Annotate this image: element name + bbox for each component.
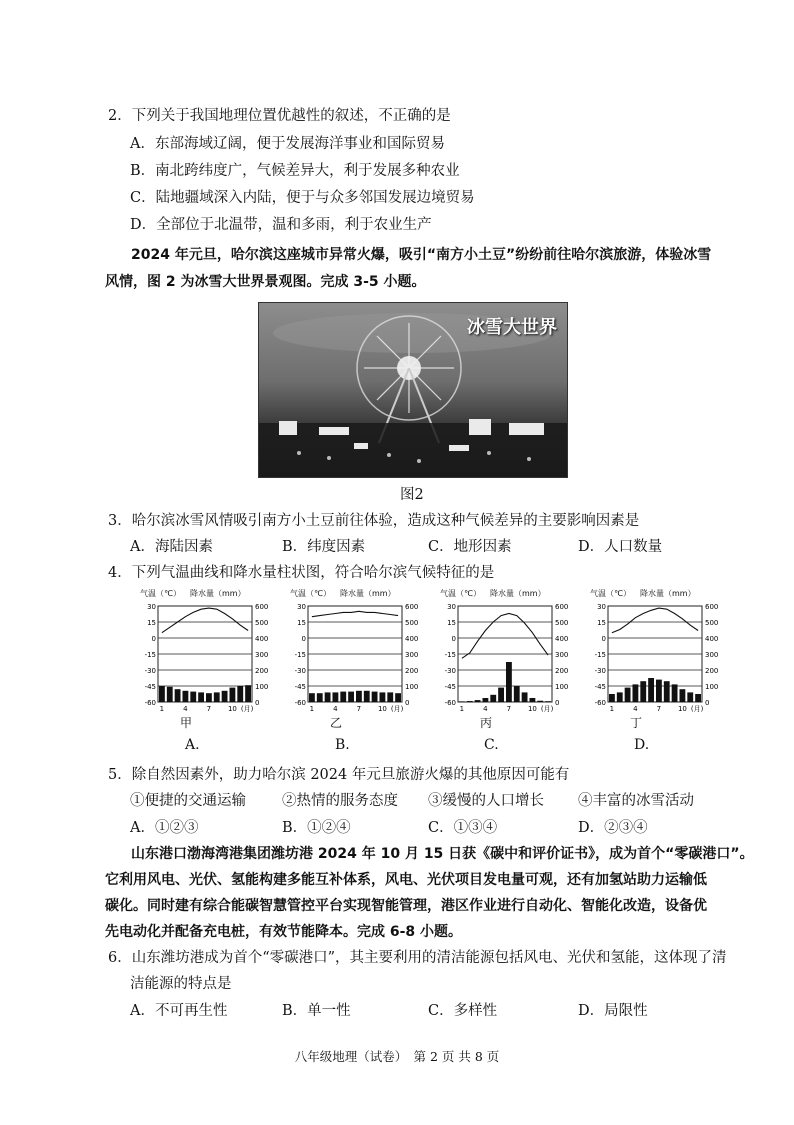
month-tick-label: 7 xyxy=(356,705,362,713)
q6-option-b: B．单一性 xyxy=(282,1003,351,1019)
q4-option-d: D. xyxy=(634,737,650,753)
temp-tick-label: -15 xyxy=(594,651,606,659)
month-tick-label: 1 xyxy=(309,705,315,713)
q5-option-a: A．①②③ xyxy=(130,820,199,836)
precip-tick-label: 0 xyxy=(255,699,260,707)
q2-option-b: B．南北跨纬度广，气候差异大，利于发展多种农业 xyxy=(130,163,460,179)
q2-option-a: A．东部海域辽阔，便于发展海洋事业和国际贸易 xyxy=(130,136,445,152)
month-tick-label: 10 xyxy=(527,705,537,713)
precip-bar xyxy=(656,680,662,702)
q3-option-b: B．纬度因素 xyxy=(282,539,366,555)
precip-tick-label: 500 xyxy=(555,619,569,627)
temp-tick-label: 30 xyxy=(447,603,456,611)
precip-bar xyxy=(664,681,670,702)
q4-option-b: B. xyxy=(335,737,350,753)
precip-bar xyxy=(506,662,512,702)
climate-chart-svg xyxy=(590,598,740,723)
month-tick-label: 10 xyxy=(677,705,687,713)
precip-tick-label: 0 xyxy=(405,699,410,707)
precip-bar xyxy=(545,701,551,702)
precip-bar xyxy=(175,689,181,702)
temp-tick-label: -45 xyxy=(444,683,456,691)
precip-tick-label: 600 xyxy=(705,603,719,611)
temp-tick-label: 0 xyxy=(301,635,306,643)
precip-bar xyxy=(364,691,370,702)
temp-tick-label: -60 xyxy=(294,699,306,707)
month-unit-label: (月) xyxy=(690,705,704,713)
passage1-line1: 2024 年元旦，哈尔滨这座城市异常火爆，吸引“南方小土豆”纷纷前往哈尔滨旅游，体验冰雪 xyxy=(131,247,712,263)
month-tick-label: 4 xyxy=(483,705,488,713)
q5-item-1: ①便捷的交通运输 xyxy=(130,793,246,809)
passage1-line2: 风情，图 2 为冰雪大世界景观图。完成 3-5 小题。 xyxy=(105,274,426,290)
climate-chart-3 xyxy=(440,588,590,728)
precip-axis-title: 降水量（mm） xyxy=(340,589,396,598)
temp-tick-label: 0 xyxy=(601,635,606,643)
q6-stem-line2: 洁能源的特点是 xyxy=(130,976,232,992)
climate-chart-svg xyxy=(440,598,590,723)
precip-bar xyxy=(483,698,489,702)
precip-tick-label: 400 xyxy=(555,635,569,643)
precip-bar xyxy=(372,692,378,702)
q6-option-d: D．局限性 xyxy=(578,1003,648,1019)
precip-bar xyxy=(317,693,323,702)
temp-tick-label: 30 xyxy=(297,603,306,611)
q3-option-d: D．人口数量 xyxy=(578,539,663,555)
temperature-curve xyxy=(162,608,248,633)
precip-tick-label: 100 xyxy=(705,683,719,691)
q4-stem: 4．下列气温曲线和降水量柱状图，符合哈尔滨气候特征的是 xyxy=(108,565,495,581)
temp-axis-title: 气温（℃） xyxy=(290,589,331,598)
month-unit-label: (月) xyxy=(240,705,254,713)
precip-tick-label: 100 xyxy=(255,683,269,691)
q6-option-a: A．不可再生性 xyxy=(130,1003,228,1019)
temp-tick-label: 15 xyxy=(597,619,606,627)
temp-tick-label: -30 xyxy=(294,667,306,675)
q4-option-a: A. xyxy=(185,737,200,753)
precip-tick-label: 200 xyxy=(555,667,569,675)
precip-tick-label: 300 xyxy=(255,651,269,659)
precip-bar xyxy=(237,686,243,702)
ice-snow-world-photo xyxy=(258,302,568,478)
precip-tick-label: 500 xyxy=(405,619,419,627)
q5-option-d: D．②③④ xyxy=(578,820,648,836)
passage2-line4: 先电动化并配备充电桩，有效节能降本。完成 6-8 小题。 xyxy=(105,924,463,940)
month-tick-label: 4 xyxy=(333,705,338,713)
climate-chart-svg xyxy=(140,598,290,723)
precip-bar xyxy=(459,701,465,702)
precip-bar xyxy=(183,691,189,702)
q2-option-d: D．全部位于北温带，温和多雨，利于农业生产 xyxy=(130,217,432,233)
precip-bar xyxy=(514,686,520,702)
precip-tick-label: 300 xyxy=(555,651,569,659)
climate-chart-2 xyxy=(290,588,440,728)
precip-bar xyxy=(214,692,220,702)
page-footer: 八年级地理（试卷） 第 2 页 共 8 页 xyxy=(294,1049,500,1064)
precip-tick-label: 200 xyxy=(405,667,419,675)
precip-tick-label: 300 xyxy=(405,651,419,659)
temp-tick-label: 0 xyxy=(151,635,156,643)
climate-chart-1 xyxy=(140,588,290,728)
temp-tick-label: -30 xyxy=(144,667,156,675)
temp-tick-label: -15 xyxy=(444,651,456,659)
precip-tick-label: 500 xyxy=(705,619,719,627)
passage2-line1: 山东港口渤海湾港集团潍坊港 2024 年 10 月 15 日获《碳中和评价证书》，成为首个“零碳港口”。 xyxy=(131,846,754,862)
temp-axis-title: 气温（℃） xyxy=(140,589,181,598)
temp-tick-label: -30 xyxy=(444,667,456,675)
precip-tick-label: 100 xyxy=(405,683,419,691)
precip-tick-label: 100 xyxy=(555,683,569,691)
temp-tick-label: -60 xyxy=(594,699,606,707)
q5-stem: 5．除自然因素外，助力哈尔滨 2024 年元旦旅游火爆的其他原因可能有 xyxy=(108,767,570,783)
precip-bar xyxy=(640,681,646,702)
precip-bar xyxy=(387,692,393,702)
precip-tick-label: 500 xyxy=(255,619,269,627)
precip-bar xyxy=(222,691,228,702)
precip-tick-label: 600 xyxy=(255,603,269,611)
q2-stem: 2．下列关于我国地理位置优越性的叙述，不正确的是 xyxy=(108,108,451,124)
precip-tick-label: 400 xyxy=(405,635,419,643)
month-unit-label: (月) xyxy=(540,705,554,713)
temp-axis-title: 气温（℃） xyxy=(440,589,481,598)
temp-tick-label: -60 xyxy=(444,699,456,707)
precip-tick-label: 200 xyxy=(255,667,269,675)
precip-bar xyxy=(467,701,473,702)
precip-bar xyxy=(190,692,196,702)
month-tick-label: 1 xyxy=(459,705,465,713)
precip-bar xyxy=(672,684,678,702)
climate-chart-svg xyxy=(290,598,440,723)
temperature-curve xyxy=(612,608,698,633)
photo-stamp-label: 冰雪大世界 xyxy=(467,317,557,338)
precip-bar xyxy=(356,691,362,702)
precip-bar xyxy=(333,692,339,702)
precip-bar xyxy=(348,692,354,702)
precip-bar xyxy=(680,689,686,702)
precip-bar xyxy=(245,685,251,702)
precip-bar xyxy=(198,692,204,702)
precip-tick-label: 600 xyxy=(555,603,569,611)
precip-tick-label: 400 xyxy=(255,635,269,643)
precip-bar xyxy=(340,692,346,702)
precip-bar xyxy=(230,688,236,702)
q4-option-c: C. xyxy=(484,737,499,753)
precip-bar xyxy=(167,687,173,702)
precip-bar xyxy=(617,692,623,702)
temp-tick-label: -60 xyxy=(144,699,156,707)
precip-axis-title: 降水量（mm） xyxy=(190,589,246,598)
q6-stem-line1: 6．山东潍坊港成为首个“零碳港口”，其主要利用的清洁能源包括风电、光伏和氢能，这体现了清 xyxy=(108,950,727,966)
month-tick-label: 1 xyxy=(609,705,615,713)
climate-chart-4 xyxy=(590,588,740,728)
month-tick-label: 4 xyxy=(633,705,638,713)
temperature-curve xyxy=(312,611,398,616)
q5-item-2: ②热情的服务态度 xyxy=(282,793,398,809)
q6-option-c: C．多样性 xyxy=(428,1003,498,1019)
precip-bar xyxy=(530,698,536,702)
precip-bar xyxy=(522,692,528,702)
month-tick-label: 10 xyxy=(377,705,387,713)
precip-bar xyxy=(490,695,496,702)
q2-option-c: C．陆地疆域深入内陆，便于与众多邻国发展边境贸易 xyxy=(130,190,475,206)
passage2-line2: 它利用风电、光伏、氢能构建多能互补体系，风电、光伏项目发电量可观，还有加氢站助力运输低 xyxy=(105,872,707,888)
q5-item-3: ③缓慢的人口增长 xyxy=(428,793,544,809)
precip-bar xyxy=(609,694,615,702)
chart-name-label: 丁 xyxy=(630,716,643,730)
precip-bar xyxy=(309,693,315,702)
precip-bar xyxy=(380,692,386,702)
precip-bar xyxy=(537,701,543,702)
temp-tick-label: -15 xyxy=(294,651,306,659)
temp-tick-label: 0 xyxy=(451,635,456,643)
precip-tick-label: 400 xyxy=(705,635,719,643)
q5-option-b: B．①②④ xyxy=(282,820,351,836)
temperature-curve xyxy=(462,614,548,659)
precip-bar xyxy=(687,692,693,702)
month-tick-label: 7 xyxy=(656,705,662,713)
precip-bar xyxy=(475,700,481,702)
q3-option-c: C．地形因素 xyxy=(428,539,512,555)
temp-tick-label: 15 xyxy=(297,619,306,627)
precip-bar xyxy=(206,693,212,702)
precip-bar xyxy=(159,686,165,702)
temp-tick-label: -45 xyxy=(294,683,306,691)
month-unit-label: (月) xyxy=(390,705,404,713)
chart-name-label: 丙 xyxy=(480,716,493,730)
precip-bar xyxy=(395,693,401,702)
temp-tick-label: -45 xyxy=(594,683,606,691)
chart-name-label: 甲 xyxy=(180,716,193,730)
passage2-line3: 碳化。同时建有综合能碳智慧管控平台实现智能管理，港区作业进行自动化、智能化改造，设备优 xyxy=(105,898,707,914)
precip-tick-label: 600 xyxy=(405,603,419,611)
temp-axis-title: 气温（℃） xyxy=(590,589,631,598)
precip-axis-title: 降水量（mm） xyxy=(490,589,546,598)
temp-tick-label: 15 xyxy=(147,619,156,627)
chart-name-label: 乙 xyxy=(330,716,343,730)
precip-bar xyxy=(633,684,639,702)
q3-option-a: A．海陆因素 xyxy=(130,539,213,555)
precip-bar xyxy=(625,688,631,702)
precip-bar xyxy=(695,694,701,702)
month-tick-label: 4 xyxy=(183,705,188,713)
precip-bar xyxy=(498,688,504,702)
precip-bar xyxy=(325,692,331,702)
q5-item-4: ④丰富的冰雪活动 xyxy=(578,793,694,809)
precip-tick-label: 0 xyxy=(555,699,560,707)
month-tick-label: 7 xyxy=(506,705,512,713)
q3-stem: 3．哈尔滨冰雪风情吸引南方小土豆前往体验，造成这种气候差异的主要影响因素是 xyxy=(108,513,640,529)
precip-tick-label: 200 xyxy=(705,667,719,675)
precip-axis-title: 降水量（mm） xyxy=(640,589,696,598)
figure-caption: 图2 xyxy=(400,487,424,503)
temp-tick-label: 30 xyxy=(597,603,606,611)
temp-tick-label: -45 xyxy=(144,683,156,691)
temp-tick-label: -30 xyxy=(594,667,606,675)
temp-tick-label: 30 xyxy=(147,603,156,611)
month-tick-label: 1 xyxy=(159,705,165,713)
precip-tick-label: 300 xyxy=(705,651,719,659)
precip-tick-label: 0 xyxy=(705,699,710,707)
temp-tick-label: 15 xyxy=(447,619,456,627)
month-tick-label: 7 xyxy=(206,705,212,713)
temp-tick-label: -15 xyxy=(144,651,156,659)
q5-option-c: C．①③④ xyxy=(428,820,498,836)
month-tick-label: 10 xyxy=(227,705,237,713)
precip-bar xyxy=(648,678,654,702)
